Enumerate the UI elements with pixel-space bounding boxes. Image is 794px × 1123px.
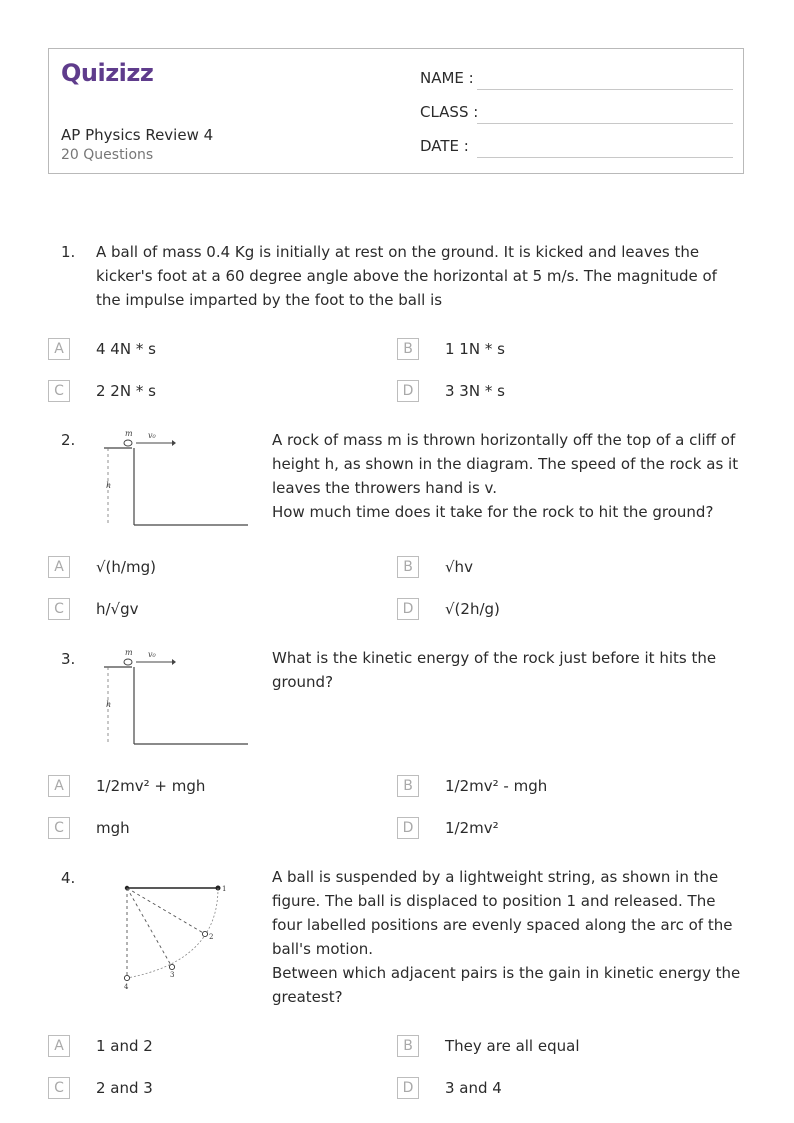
position-2-label: 2 (209, 933, 214, 941)
cliff-diagram (96, 647, 252, 749)
option-text[interactable]: √(2h/g) (445, 600, 500, 618)
option-text[interactable]: 1 1N * s (445, 340, 505, 358)
quizizz-logo: Quizizz (61, 59, 154, 87)
option-letter[interactable]: A (48, 1035, 70, 1057)
class-label: CLASS : (420, 103, 479, 121)
worksheet-header (48, 48, 744, 174)
option-letter[interactable]: C (48, 598, 70, 620)
pendulum-diagram (110, 876, 238, 994)
question-number: 1. (61, 243, 76, 261)
option-letter[interactable]: D (397, 598, 419, 620)
option-text[interactable]: √hv (445, 558, 473, 576)
position-3-label: 3 (170, 971, 175, 979)
option-letter[interactable]: B (397, 1035, 419, 1057)
option-letter[interactable]: A (48, 338, 70, 360)
question-text: A rock of mass m is thrown horizontally off the top of a cliff of height h, as shown in the diagram. The speed of the rock as it leaves the throwers hand is v. How much time does it take for the rock to hit the ground? (272, 431, 739, 521)
mass-label: m (125, 429, 133, 438)
date-line (477, 157, 733, 158)
question-text: A ball is suspended by a lightweight string, as shown in the figure. The ball is displaced to position 1 and released. The four labelled positions are evenly spaced along the arc of the ball's motion. Between which adjacent pairs is the gain in kinetic energy the greatest? (272, 868, 741, 1006)
option-letter[interactable]: D (397, 380, 419, 402)
option-text[interactable]: 4 4N * s (96, 340, 156, 358)
name-line (477, 89, 733, 90)
option-text[interactable]: 1/2mv² + mgh (96, 777, 206, 795)
option-letter[interactable]: D (397, 817, 419, 839)
worksheet-title: AP Physics Review 4 (61, 126, 214, 144)
option-letter[interactable]: C (48, 1077, 70, 1099)
option-letter[interactable]: A (48, 556, 70, 578)
option-letter[interactable]: B (397, 338, 419, 360)
position-1-label: 1 (222, 885, 227, 893)
cliff-diagram (96, 428, 252, 530)
option-letter[interactable]: C (48, 817, 70, 839)
option-text[interactable]: They are all equal (445, 1037, 580, 1055)
velocity-label: v₀ (148, 650, 156, 659)
option-text[interactable]: √(h/mg) (96, 558, 156, 576)
position-4-label: 4 (124, 983, 129, 991)
class-line (477, 123, 733, 124)
question-text: A ball of mass 0.4 Kg is initially at rest on the ground. It is kicked and leaves the kicker's foot at a 60 degree angle above the horizontal at 5 m/s. The magnitude of the impulse imparted by the foot to the ball is (96, 243, 717, 309)
height-label: h (106, 700, 112, 709)
option-letter[interactable]: A (48, 775, 70, 797)
name-label: NAME : (420, 69, 474, 87)
question-count: 20 Questions (61, 147, 154, 163)
velocity-label: v₀ (148, 431, 156, 440)
option-text[interactable]: 3 3N * s (445, 382, 505, 400)
option-text[interactable]: mgh (96, 819, 130, 837)
option-text[interactable]: 1/2mv² (445, 819, 499, 837)
question-number: 3. (61, 650, 76, 668)
mass-label: m (125, 648, 133, 657)
question-text: What is the kinetic energy of the rock just before it hits the ground? (272, 649, 717, 691)
option-letter[interactable]: B (397, 775, 419, 797)
question-number: 2. (61, 431, 76, 449)
option-text[interactable]: 1 and 2 (96, 1037, 153, 1055)
option-text[interactable]: 1/2mv² - mgh (445, 777, 548, 795)
question-number: 4. (61, 869, 76, 887)
option-text[interactable]: h/√gv (96, 600, 139, 618)
option-letter[interactable]: C (48, 380, 70, 402)
height-label: h (106, 481, 112, 490)
date-label: DATE : (420, 137, 469, 155)
option-text[interactable]: 2 2N * s (96, 382, 156, 400)
option-letter[interactable]: D (397, 1077, 419, 1099)
option-text[interactable]: 3 and 4 (445, 1079, 502, 1097)
option-letter[interactable]: B (397, 556, 419, 578)
option-text[interactable]: 2 and 3 (96, 1079, 153, 1097)
